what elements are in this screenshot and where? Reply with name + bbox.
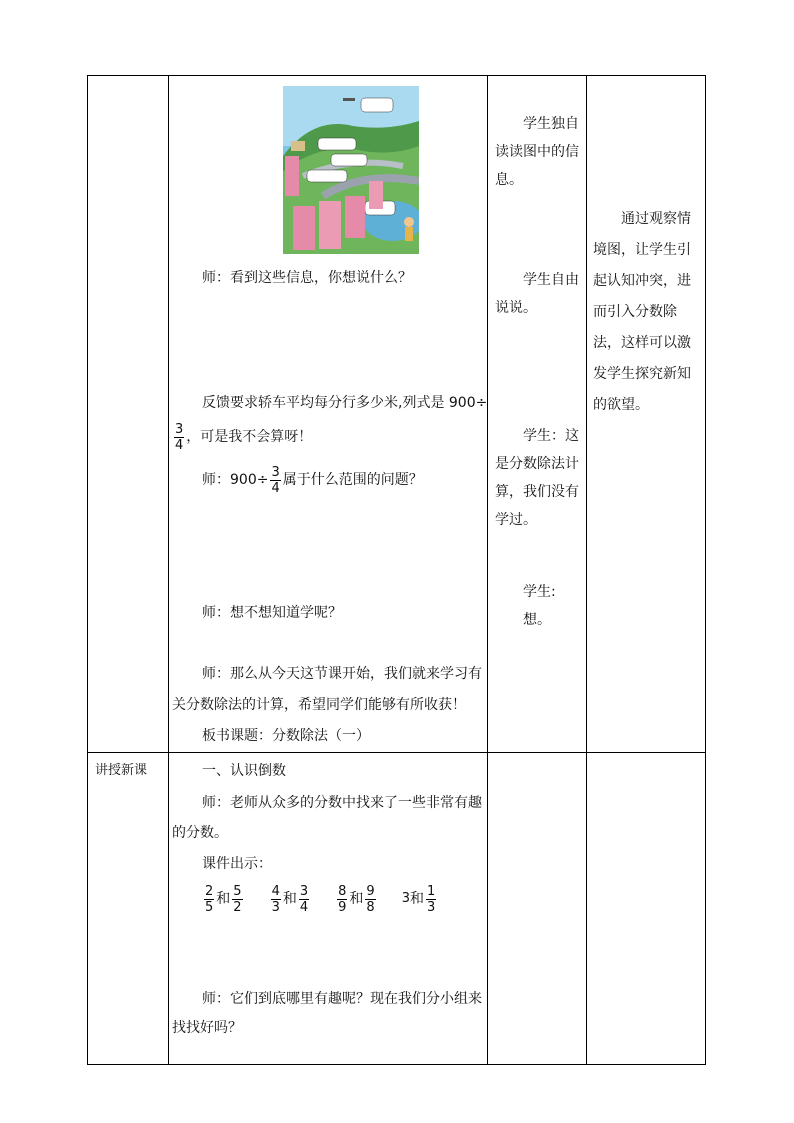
fraction-3-4: $\frac{3}{4}$ (271, 464, 280, 496)
fraction-pair-2: $\frac{4}{3}$ 和 $\frac{3}{4}$ (271, 883, 309, 915)
stage-cell-empty (88, 76, 169, 753)
lesson-table (87, 75, 706, 1065)
table-row-intro (88, 76, 706, 753)
section-heading: 一、认识倒数 (202, 763, 286, 779)
student-activity-cell-empty (488, 753, 587, 1065)
teacher-speech-line-2: 关分数除法的计算，希望同学们能够有所收获！ (172, 697, 466, 713)
teacher-activity-cell (169, 76, 488, 753)
design-intent-cell (587, 76, 706, 753)
design-intent-cell-empty (587, 753, 706, 1065)
stage-cell (88, 753, 169, 1065)
fraction-pair-1: $\frac{2}{5}$ 和 $\frac{5}{2}$ (205, 883, 242, 915)
student-note-1: 学生独自读读图中的信息。 (495, 116, 579, 188)
fraction-pair-4: 3 和 $\frac{1}{3}$ (401, 883, 436, 915)
student-note-4: 学生: 想。 (523, 584, 556, 628)
table-row-new-lesson (88, 753, 706, 1065)
teacher-question-1: 师：看到这些信息，你想说什么？ (202, 270, 412, 286)
teacher-question-3: 师：想不想知道学呢？ (202, 605, 342, 621)
fraction-3-4: $\frac{3}{4}$ (175, 421, 184, 453)
teacher-speech-line-2: 的分数。 (172, 825, 228, 841)
student-note-3: 学生：这是分数除法计算，我们没有学过。 (495, 428, 579, 528)
teacher-speech-line-4: 找找好吗？ (172, 1020, 242, 1036)
student-note-2: 学生自由说说。 (495, 272, 579, 316)
student-activity-cell (488, 76, 587, 753)
teacher-question-2: 师：900÷ $\frac{3}{4}$ 属于什么范围的问题？ (202, 464, 423, 496)
courseware-label: 课件出示： (202, 856, 272, 872)
teacher-activity-cell (169, 753, 488, 1065)
feedback-line-a: 反馈要求轿车平均每分行多少米,列式是 900÷ (202, 395, 488, 411)
fraction-pair-3: $\frac{8}{9}$ 和 $\frac{9}{8}$ (338, 883, 375, 915)
teacher-speech-line-1: 师：那么从今天这节课开始，我们就来学习有 (202, 666, 482, 682)
design-intent-text: 通过观察情境图，让学生引起认知冲突，进而引入分数除法，这样可以激发学生探究新知的欲望。 (593, 211, 691, 413)
board-title: 板书课题：分数除法（一） (202, 728, 370, 744)
traffic-scene-illustration (283, 86, 419, 254)
teacher-speech-line-1: 师：老师从众多的分数中找来了一些非常有趣 (202, 795, 482, 811)
feedback-line-b: $\frac{3}{4}$ ，可是我不会算呀！ (175, 421, 313, 453)
stage-label: 讲授新课 (95, 763, 148, 778)
teacher-speech-line-3: 师：它们到底哪里有趣呢？现在我们分小组来 (202, 991, 482, 1007)
fraction-pairs (202, 879, 438, 919)
